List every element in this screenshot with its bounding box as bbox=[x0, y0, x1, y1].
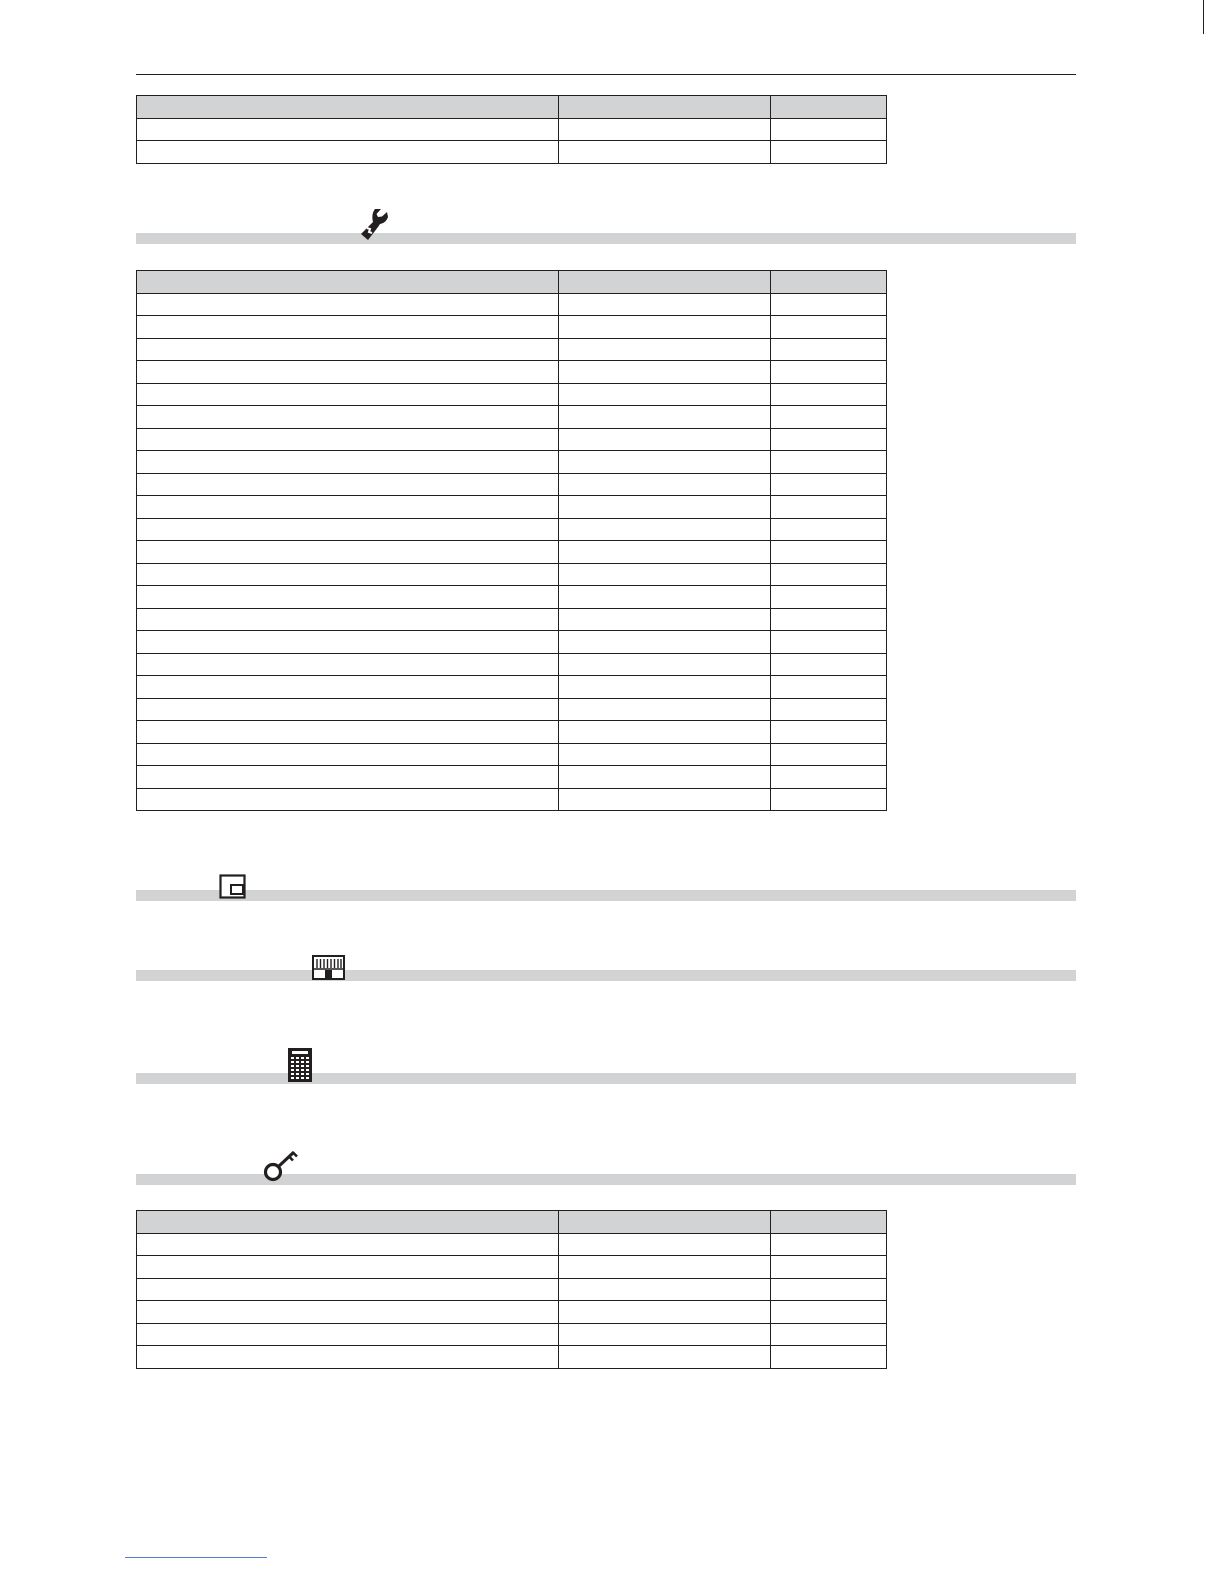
table-row bbox=[137, 541, 887, 564]
table-cell bbox=[771, 293, 887, 316]
header-cell bbox=[559, 96, 771, 119]
table-cell bbox=[137, 743, 559, 766]
table-cell bbox=[559, 1301, 771, 1324]
section-band-pip bbox=[136, 890, 1076, 901]
table-cell bbox=[137, 608, 559, 631]
table-row bbox=[137, 653, 887, 676]
table-row bbox=[137, 608, 887, 631]
table-cell bbox=[559, 1256, 771, 1279]
table-cell bbox=[771, 338, 887, 361]
table-cell bbox=[137, 1233, 559, 1256]
table-cell bbox=[559, 473, 771, 496]
table-row bbox=[137, 316, 887, 339]
keyboard-icon bbox=[312, 955, 345, 980]
table-cell bbox=[771, 631, 887, 654]
table-cell bbox=[137, 361, 559, 384]
table-cell bbox=[137, 316, 559, 339]
table-cell bbox=[559, 316, 771, 339]
table-cell bbox=[771, 316, 887, 339]
header-rule bbox=[136, 74, 1076, 75]
settings-table-top bbox=[136, 95, 887, 164]
table-cell bbox=[771, 541, 887, 564]
table-cell bbox=[771, 428, 887, 451]
table-cell bbox=[559, 1323, 771, 1346]
table-row bbox=[137, 383, 887, 406]
table-cell bbox=[137, 338, 559, 361]
picture-in-picture-icon bbox=[219, 874, 247, 899]
table-cell bbox=[771, 743, 887, 766]
table-cell bbox=[559, 653, 771, 676]
table-cell bbox=[771, 118, 887, 141]
table-cell bbox=[559, 141, 771, 164]
table-cell bbox=[137, 1278, 559, 1301]
table-cell bbox=[559, 338, 771, 361]
table-cell bbox=[137, 383, 559, 406]
table-cell bbox=[771, 1323, 887, 1346]
table-row bbox=[137, 743, 887, 766]
table-cell bbox=[771, 608, 887, 631]
table-row bbox=[137, 766, 887, 789]
table-row bbox=[137, 563, 887, 586]
table-cell bbox=[771, 563, 887, 586]
table-row bbox=[137, 1233, 887, 1256]
table-cell bbox=[137, 766, 559, 789]
table-cell bbox=[559, 293, 771, 316]
key-icon bbox=[262, 1149, 302, 1183]
table-cell bbox=[771, 141, 887, 164]
table-cell bbox=[559, 451, 771, 474]
header-cell bbox=[771, 1211, 887, 1234]
table-cell bbox=[137, 293, 559, 316]
table-cell bbox=[771, 383, 887, 406]
header-cell bbox=[559, 1211, 771, 1234]
table-cell bbox=[137, 406, 559, 429]
table-cell bbox=[137, 586, 559, 609]
table-cell bbox=[559, 1233, 771, 1256]
table-cell bbox=[137, 563, 559, 586]
table-cell bbox=[137, 141, 559, 164]
table-row bbox=[137, 428, 887, 451]
table-cell bbox=[559, 518, 771, 541]
table-header-row bbox=[137, 271, 887, 294]
table-row bbox=[137, 788, 887, 811]
table-cell bbox=[137, 631, 559, 654]
header-cell bbox=[771, 96, 887, 119]
table-cell bbox=[771, 653, 887, 676]
table-row bbox=[137, 406, 887, 429]
table-cell bbox=[559, 743, 771, 766]
table-cell bbox=[137, 451, 559, 474]
table-row bbox=[137, 1278, 887, 1301]
table-cell bbox=[559, 586, 771, 609]
table-cell bbox=[137, 118, 559, 141]
table-cell bbox=[559, 563, 771, 586]
table-cell bbox=[771, 361, 887, 384]
header-cell bbox=[137, 1211, 559, 1234]
table-cell bbox=[559, 766, 771, 789]
table-row bbox=[137, 631, 887, 654]
table-cell bbox=[137, 788, 559, 811]
section-band-keyboard bbox=[136, 970, 1076, 981]
header-cell bbox=[771, 271, 887, 294]
section-band-tools bbox=[136, 233, 1076, 244]
table-cell bbox=[137, 1323, 559, 1346]
table-row bbox=[137, 451, 887, 474]
footer-link-underline[interactable] bbox=[125, 1557, 267, 1558]
header-cell bbox=[137, 271, 559, 294]
table-cell bbox=[559, 1278, 771, 1301]
table-cell bbox=[137, 1256, 559, 1279]
table-row bbox=[137, 1346, 887, 1369]
table-row bbox=[137, 1256, 887, 1279]
table-cell bbox=[771, 496, 887, 519]
table-cell bbox=[137, 698, 559, 721]
table-cell bbox=[771, 586, 887, 609]
table-cell bbox=[771, 1233, 887, 1256]
table-cell bbox=[137, 473, 559, 496]
table-cell bbox=[559, 676, 771, 699]
table-header-row bbox=[137, 96, 887, 119]
table-cell bbox=[771, 676, 887, 699]
table-cell bbox=[559, 496, 771, 519]
table-cell bbox=[771, 518, 887, 541]
table-row bbox=[137, 361, 887, 384]
table-row bbox=[137, 721, 887, 744]
table-row bbox=[137, 338, 887, 361]
table-cell bbox=[137, 428, 559, 451]
table-cell bbox=[559, 541, 771, 564]
table-cell bbox=[559, 428, 771, 451]
table-row bbox=[137, 141, 887, 164]
header-cell bbox=[559, 271, 771, 294]
table-row bbox=[137, 473, 887, 496]
table-row bbox=[137, 676, 887, 699]
wrench-icon bbox=[359, 207, 393, 243]
table-cell bbox=[137, 1301, 559, 1324]
table-cell bbox=[137, 653, 559, 676]
table-cell bbox=[559, 361, 771, 384]
table-row bbox=[137, 518, 887, 541]
header-cell bbox=[137, 96, 559, 119]
table-row bbox=[137, 496, 887, 519]
table-row bbox=[137, 586, 887, 609]
margin-mark bbox=[1203, 0, 1204, 34]
table-row bbox=[137, 1301, 887, 1324]
table-cell bbox=[771, 788, 887, 811]
table-cell bbox=[137, 1346, 559, 1369]
table-cell bbox=[559, 631, 771, 654]
table-cell bbox=[771, 766, 887, 789]
table-cell bbox=[771, 451, 887, 474]
table-cell bbox=[559, 118, 771, 141]
table-header-row bbox=[137, 1211, 887, 1234]
table-cell bbox=[137, 496, 559, 519]
table-cell bbox=[559, 1346, 771, 1369]
settings-table-tools bbox=[136, 270, 887, 811]
table-row bbox=[137, 1323, 887, 1346]
table-cell bbox=[559, 406, 771, 429]
table-cell bbox=[559, 608, 771, 631]
settings-table-key bbox=[136, 1210, 887, 1369]
table-cell bbox=[771, 1301, 887, 1324]
table-cell bbox=[137, 518, 559, 541]
table-cell bbox=[559, 721, 771, 744]
table-cell bbox=[559, 698, 771, 721]
table-cell bbox=[771, 698, 887, 721]
section-band-remote bbox=[136, 1073, 1076, 1084]
table-cell bbox=[559, 788, 771, 811]
table-cell bbox=[771, 1346, 887, 1369]
table-cell bbox=[771, 406, 887, 429]
table-cell bbox=[771, 473, 887, 496]
table-cell bbox=[559, 383, 771, 406]
table-cell bbox=[771, 721, 887, 744]
table-row bbox=[137, 118, 887, 141]
table-cell bbox=[137, 721, 559, 744]
table-cell bbox=[137, 676, 559, 699]
table-row bbox=[137, 293, 887, 316]
table-cell bbox=[771, 1256, 887, 1279]
table-row bbox=[137, 698, 887, 721]
remote-control-icon bbox=[288, 1048, 312, 1082]
table-cell bbox=[137, 541, 559, 564]
table-cell bbox=[771, 1278, 887, 1301]
